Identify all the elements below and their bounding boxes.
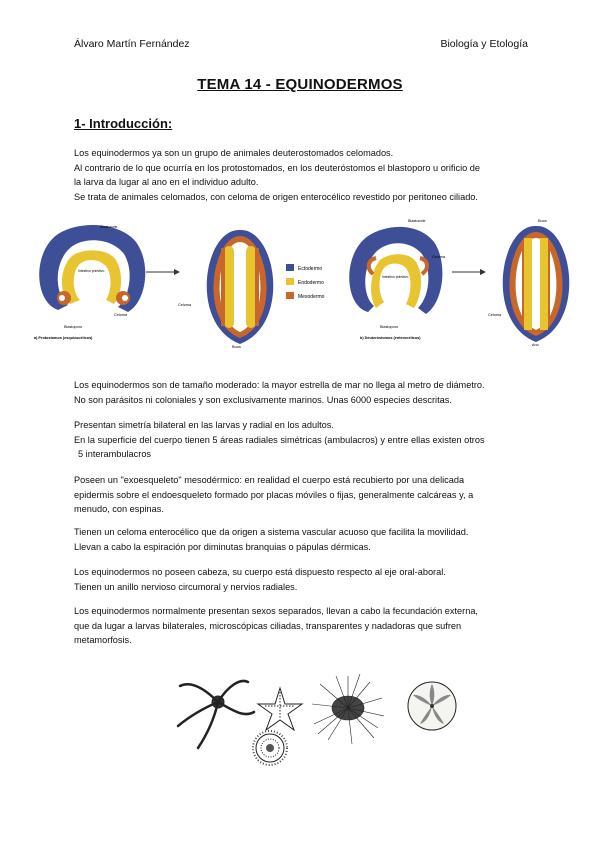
- coelom-deuterostome-diagram: [503, 226, 570, 342]
- intro-line-2: Al contrario de lo que ocurría en los protostomados, en los deuteróstomos el blastoporo u orificio de: [74, 162, 481, 173]
- coelom-protostome-diagram: [207, 230, 274, 344]
- header-subject: Biología y Etología: [440, 38, 528, 50]
- paragraph-nervous-line-2: Tienen un anillo nervioso circumoral y nervios radiales.: [74, 581, 298, 592]
- paragraph-skeleton-line-1: Poseen un "exoesqueleto" mesodérmico: en realidad el cuerpo está recubierto por una delicada: [74, 475, 465, 485]
- paragraph-coelom-line-1: Tienen un celoma enterocélico que da origen a sistema vascular acuoso que facilita la movilidad.: [74, 527, 469, 537]
- section-heading: 1- Introducción:: [74, 116, 173, 131]
- label-mouth-b: Boca: [232, 345, 241, 349]
- label-coelom-c: Celoma: [432, 255, 446, 259]
- paragraph-symmetry-line-2: En la superficie del cuerpo tienen 5 áreas radiales simétricas (ambulacros) y entre ellas existen otros: [74, 434, 485, 445]
- starfish-icon: [258, 688, 302, 730]
- legend-endoderm: Endodermo: [298, 280, 324, 286]
- label-mouth-d: Boca: [538, 219, 547, 223]
- label-blastopore-c: Blastoporo: [380, 325, 399, 329]
- intro-line-3: la larva da lugar al ano en el individuo adulto.: [74, 177, 259, 187]
- paragraph-coelom: [74, 525, 530, 554]
- echinoderm-illustrations: [170, 668, 470, 766]
- paragraph-reproduction-line-3: metamorfosis.: [74, 635, 132, 645]
- paragraph-symmetry-line-1: Presentan simetría bilateral en las larvas y radial en los adultos.: [74, 420, 334, 430]
- label-coelom-b: Celoma: [178, 303, 192, 307]
- intro-line-1: Los equinodermos ya son un grupo de animales deuterostomados celomados.: [74, 148, 394, 158]
- label-coelom-d: Celoma: [488, 313, 502, 317]
- label-blastopore-a: Blastoporo: [64, 325, 83, 329]
- paragraph-skeleton-line-2: epidermis sobre el endoesqueleto formado por placas móviles o fijas, generalmente calcáreas y, a: [74, 489, 474, 500]
- paragraph-size-line-2: No son parásitos ni coloniales y son exclusivamente marinos. Unas 6000 especies descritas.: [74, 394, 452, 405]
- paragraph-size: [74, 378, 530, 407]
- arrow-2-icon: [452, 269, 486, 275]
- embryo-development-figure: [28, 212, 576, 350]
- paragraph-skeleton: [74, 473, 530, 517]
- intro-paragraph: [74, 146, 530, 204]
- intro-line-4: Se trata de animales celomados, con celoma de origen enterocélico revestido por peritoneo ciliado.: [74, 191, 478, 202]
- caption-protostome: a) Protostomos (esquizocélicos): [34, 336, 93, 340]
- page-title: TEMA 14 - EQUINODERMOS: [197, 76, 403, 93]
- legend-ectoderm: Ectodermo: [298, 266, 323, 272]
- paragraph-reproduction: [74, 604, 530, 648]
- label-blastocoel-c: Blastocele: [408, 219, 426, 223]
- paragraph-skeleton-line-3: menudo, con espinas.: [74, 504, 164, 514]
- label-blastocoel-a: Blastocele: [100, 225, 118, 229]
- header-author: Álvaro Martín Fernández: [74, 38, 190, 50]
- legend-mesoderm: Mesodermo: [298, 294, 325, 300]
- paragraph-reproduction-line-1: Los equinodermos normalmente presentan sexos separados, llevan a cabo la fecundación externa,: [74, 606, 478, 616]
- sand-dollar-icon: [408, 682, 456, 730]
- sea-urchin-icon: [312, 674, 384, 744]
- brittle-star-icon: [178, 681, 254, 748]
- label-coelom-a: Celoma: [114, 313, 128, 317]
- arrow-1-icon: [146, 269, 180, 275]
- paragraph-size-line-1: Los equinodermos son de tamaño moderado: la mayor estrella de mar no llega al metro de diámetro.: [74, 380, 485, 390]
- gastrula-deuterostome-diagram: [349, 227, 442, 314]
- label-archenteron-a: Intestino primitivo: [78, 269, 105, 273]
- caption-deuterostome: b) Deuteróstomos (enterocélicos): [360, 336, 421, 340]
- figure-legend: [286, 264, 325, 300]
- paragraph-nervous-line-1: Los equinodermos no poseen cabeza, su cuerpo está dispuesto respecto al eje oral-aboral.: [74, 567, 446, 577]
- sea-urchin-test-icon: [253, 731, 287, 765]
- label-anus-d: Ano: [532, 343, 539, 347]
- paragraph-reproduction-line-2: que da lugar a larvas bilaterales, microscópicas ciliadas, transparentes y nadadoras que sufren: [74, 620, 462, 631]
- paragraph-nervous: [74, 565, 530, 594]
- paragraph-symmetry: [74, 418, 530, 462]
- paragraph-symmetry-line-3: 5 interambulacros: [78, 449, 152, 459]
- label-archenteron-c: Intestino primitivo: [382, 275, 409, 279]
- paragraph-coelom-line-2: Llevan a cabo la espiración por diminutas branquias o pápulas dérmicas.: [74, 541, 371, 552]
